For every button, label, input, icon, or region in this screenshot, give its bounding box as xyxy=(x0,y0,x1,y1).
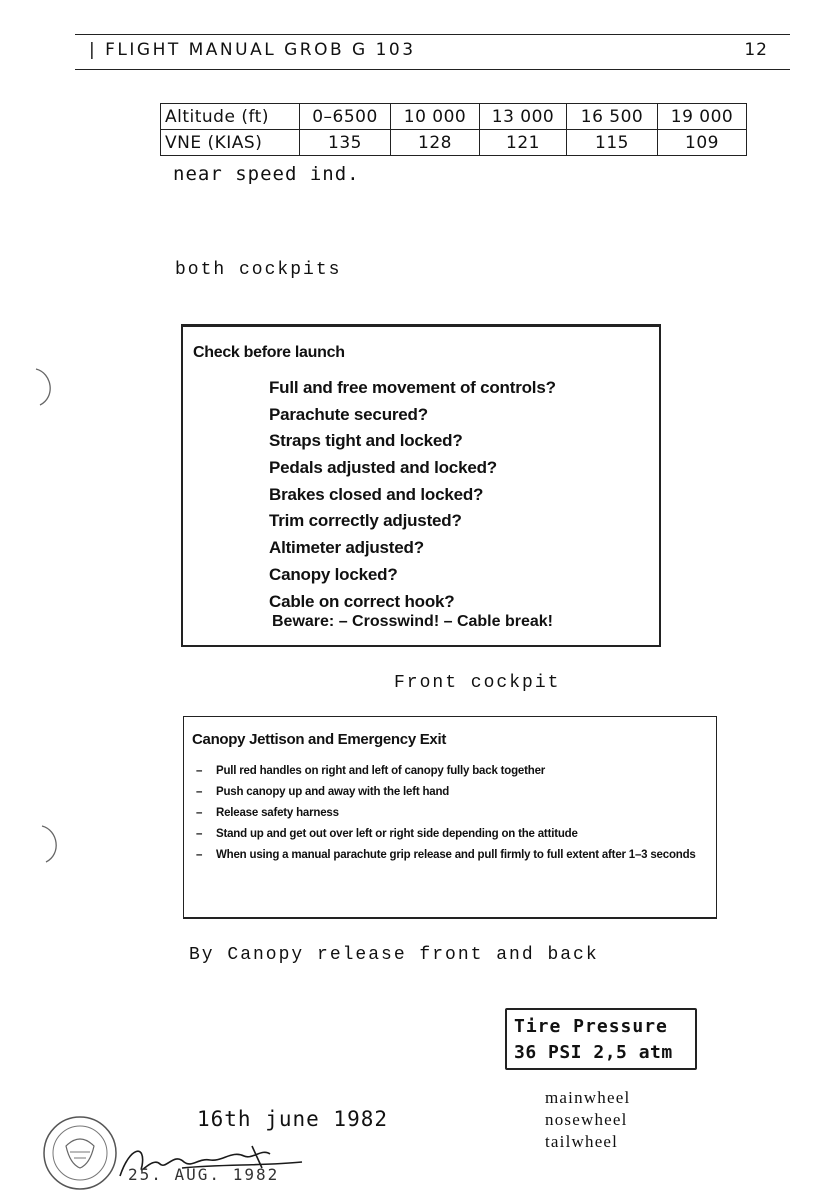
stamp-line-2: 36 PSI 2,5 atm xyxy=(514,1042,673,1063)
checklist-warning: Beware: – Crosswind! – Cable break! xyxy=(272,613,553,630)
list-item xyxy=(192,806,707,820)
list-item-text: When using a manual parachute grip release and pull firmly to full extent after 1–3 seconds xyxy=(216,849,696,861)
table-row xyxy=(161,130,747,156)
list-item: Brakes closed and locked? xyxy=(269,484,484,504)
table-cell: 16 500 xyxy=(567,104,658,130)
punch-hole-icon xyxy=(30,365,60,409)
table-cell: 121 xyxy=(480,130,567,156)
dash-marker: – xyxy=(196,828,203,840)
dash-marker: – xyxy=(196,765,203,777)
list-item xyxy=(192,848,707,862)
checklist-box xyxy=(181,324,661,647)
list-item: Canopy locked? xyxy=(269,564,398,584)
date-note: 16th june 1982 xyxy=(197,1107,389,1131)
list-item: Straps tight and locked? xyxy=(269,431,463,451)
table-cell: 109 xyxy=(658,130,747,156)
table-cell: 128 xyxy=(391,130,480,156)
list-item-text: Stand up and get out over left or right side depending on the attitude xyxy=(216,828,578,840)
table-cell: 115 xyxy=(567,130,658,156)
emergency-title: Canopy Jettison and Emergency Exit xyxy=(192,731,447,748)
note-canopy-release: By Canopy release front and back xyxy=(189,945,599,965)
list-item: Pedals adjusted and locked? xyxy=(269,458,497,478)
vne-table xyxy=(160,103,747,156)
list-item-text: Pull red handles on right and left of canopy fully back together xyxy=(216,765,546,777)
list-item: Altimeter adjusted? xyxy=(269,538,424,558)
list-item xyxy=(192,827,707,841)
emergency-items xyxy=(192,764,707,869)
checklist-items xyxy=(269,375,556,615)
list-item: tailwheel xyxy=(545,1132,619,1151)
row-label-altitude: Altitude (ft) xyxy=(161,104,300,130)
note-near-speed: near speed ind. xyxy=(173,163,360,185)
list-item: Trim correctly adjusted? xyxy=(269,511,462,531)
list-item: Cable on correct hook? xyxy=(269,591,455,611)
list-item-text: Push canopy up and away with the left hand xyxy=(216,786,450,798)
table-cell: 0–6500 xyxy=(300,104,391,130)
table-cell: 10 000 xyxy=(391,104,480,130)
emergency-box xyxy=(183,716,717,919)
dash-marker: – xyxy=(196,807,203,819)
manual-title: | FLIGHT MANUAL GROB G 103 xyxy=(89,40,416,60)
tire-pressure-stamp xyxy=(505,1008,697,1070)
list-item: Parachute secured? xyxy=(269,404,428,424)
list-item xyxy=(192,785,707,799)
dash-marker: – xyxy=(196,786,203,798)
table-cell: 19 000 xyxy=(658,104,747,130)
page-header xyxy=(75,34,790,70)
table-cell: 13 000 xyxy=(480,104,567,130)
signature-stamp-date: 25. AUG. 1982 xyxy=(128,1165,280,1184)
table-row xyxy=(161,104,747,130)
note-front-cockpit: Front cockpit xyxy=(394,673,561,693)
dash-marker: – xyxy=(196,849,203,861)
list-item xyxy=(192,764,707,778)
table-cell: 135 xyxy=(300,130,391,156)
list-item-text: Release safety harness xyxy=(216,807,339,819)
stamp-line-1: Tire Pressure xyxy=(514,1016,668,1037)
list-item: mainwheel xyxy=(545,1088,631,1107)
page-number: 12 xyxy=(744,40,768,60)
list-item: nosewheel xyxy=(545,1110,628,1129)
note-both-cockpits: both cockpits xyxy=(175,260,342,280)
checklist-title: Check before launch xyxy=(193,344,345,361)
punch-hole-icon xyxy=(36,822,66,866)
wheel-list xyxy=(545,1087,630,1153)
row-label-vne: VNE (KIAS) xyxy=(161,130,300,156)
list-item: Full and free movement of controls? xyxy=(269,378,556,397)
